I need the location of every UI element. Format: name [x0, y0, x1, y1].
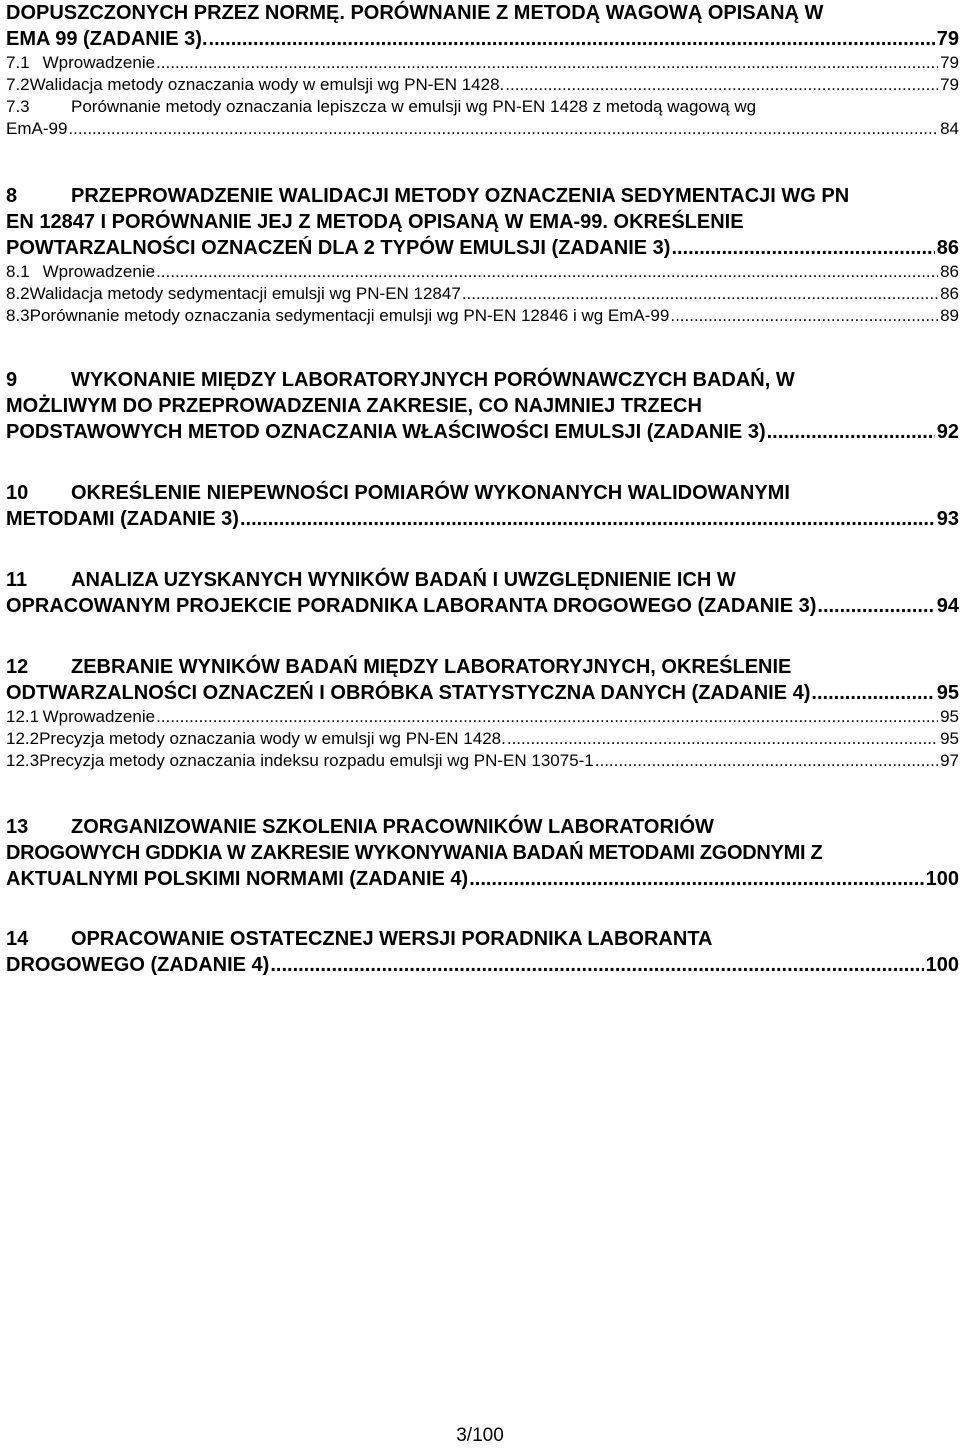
toc-page-number: 84 — [940, 119, 959, 138]
dot-leader — [68, 118, 938, 140]
dot-leader — [209, 26, 935, 52]
toc-page-number: 95 — [936, 682, 959, 704]
toc-page-number: 86 — [936, 237, 959, 259]
toc-page-number: 92 — [936, 421, 959, 443]
toc-subentry-8-2[interactable] — [6, 283, 959, 305]
toc-chapter-number: 12 — [6, 656, 29, 678]
toc-heading-line — [6, 866, 959, 892]
toc-subentry-title: Precyzja metody oznaczania wody w emulsji wg PN-EN 1428. — [39, 729, 506, 748]
toc-subentry-number: 12.3 — [6, 751, 40, 770]
dot-leader — [811, 680, 934, 706]
toc-heading-text: WYKONANIE MIĘDZY LABORATORYJNYCH PORÓWNAWCZYCH BADAŃ, W — [71, 369, 795, 391]
toc-subentry-number: 8.3 — [6, 306, 30, 325]
toc-heading-text: ZEBRANIE WYNIKÓW BADAŃ MIĘDZY LABORATORYJNYCH, OKREŚLENIE — [71, 656, 792, 678]
toc-heading-line — [6, 393, 959, 419]
toc-heading-text: DOPUSZCZONYCH PRZEZ NORMĘ. PORÓWNANIE Z METODĄ WAGOWĄ OPISANĄ W — [6, 2, 824, 24]
dot-leader — [817, 593, 934, 619]
toc-heading-text: ZORGANIZOWANIE SZKOLENIA PRACOWNIKÓW LABORATORIÓW — [71, 816, 714, 838]
toc-subentry-title: Wprowadzenie — [42, 53, 156, 72]
toc-subentry-8-1[interactable] — [6, 261, 959, 283]
toc-heading-text: EN 12847 I PORÓWNANIE JEJ Z METODĄ OPISANĄ W EMA-99. OKREŚLENIE — [6, 211, 744, 233]
toc-heading-line — [6, 593, 959, 619]
toc-heading-line — [6, 367, 959, 393]
toc-heading-text: ANALIZA UZYSKANYCH WYNIKÓW BADAŃ I UWZGLĘDNIENIE ICH W — [71, 569, 736, 591]
toc-heading-text: ODTWARZALNOŚCI OZNACZEŃ I OBRÓBKA STATYSTYCZNA DANYCH (ZADANIE 4) — [6, 682, 811, 704]
toc-heading-line — [6, 926, 959, 952]
dot-leader — [507, 728, 938, 750]
toc-subentry-title: Porównanie metody oznaczania lepiszcza w emulsji wg PN-EN 1428 z metodą wagową wg — [71, 97, 757, 116]
toc-subentry-7-3[interactable] — [6, 96, 959, 118]
toc-subentry-12-1[interactable] — [6, 706, 959, 728]
toc-page-number: 97 — [940, 751, 959, 770]
toc-heading-line — [6, 654, 959, 680]
toc-entry-ch9[interactable] — [6, 367, 959, 445]
toc-subentry-title: Porównanie metody oznaczania sedymentacji emulsji wg PN-EN 12846 i wg EmA-99 — [29, 306, 670, 325]
toc-subentry-7-1[interactable] — [6, 52, 959, 74]
dot-leader — [156, 261, 938, 283]
toc-heading-line — [6, 840, 959, 866]
toc-entry-ch11[interactable] — [6, 567, 959, 619]
toc-subentry-title: Precyzja metody oznaczania indeksu rozpadu emulsji wg PN-EN 13075-1 — [39, 751, 594, 770]
toc-entry-ch13[interactable] — [6, 814, 959, 892]
toc-page-number: 86 — [940, 262, 959, 281]
toc-heading-line — [6, 952, 959, 978]
toc-chapter-number: 9 — [6, 369, 18, 391]
toc-heading-text: POWTARZALNOŚCI OZNACZEŃ DLA 2 TYPÓW EMULSJI (ZADANIE 3) — [6, 237, 671, 259]
dot-leader — [670, 305, 938, 327]
toc-heading-text: OKREŚLENIE NIEPEWNOŚCI POMIARÓW WYKONANYCH WALIDOWANYMI — [71, 482, 790, 504]
toc-heading-line — [6, 419, 959, 445]
toc-subentry-title: Walidacja metody oznaczania wody w emulsji wg PN-EN 1428. — [29, 75, 505, 94]
dot-leader — [595, 750, 938, 772]
toc-chapter-number: 13 — [6, 816, 29, 838]
toc-page-number: 100 — [925, 868, 959, 890]
toc-page-number: 93 — [936, 508, 959, 530]
toc-heading-text: MOŻLIWYM DO PRZEPROWADZENIA ZAKRESIE, CO NAJMNIEJ TRZECH — [6, 395, 702, 417]
toc-heading-text: EMA 99 (ZADANIE 3). — [6, 28, 208, 50]
dot-leader — [156, 706, 938, 728]
dot-leader — [462, 283, 938, 305]
toc-heading-line — [6, 235, 959, 261]
toc-heading-text: PRZEPROWADZENIE WALIDACJI METODY OZNACZENIA SEDYMENTACJI WG PN — [71, 185, 850, 207]
dot-leader — [505, 74, 938, 96]
dot-leader — [767, 419, 935, 445]
toc-heading-line — [6, 209, 959, 235]
toc-page-number: 79 — [940, 75, 959, 94]
toc-page-number: 86 — [940, 284, 959, 303]
toc-subentry-number: 8.2 — [6, 284, 30, 303]
toc-subentry-8-3[interactable] — [6, 305, 959, 327]
toc-subentry-title: Wprowadzenie — [42, 707, 156, 726]
toc-entry-ch7-tail — [6, 0, 959, 140]
toc-heading-line — [6, 567, 959, 593]
toc-page-number: 100 — [925, 954, 959, 976]
dot-leader — [270, 952, 923, 978]
toc-heading-text: OPRACOWANIE OSTATECZNEJ WERSJI PORADNIKA LABORANTA — [71, 928, 713, 950]
toc-entry-ch10[interactable] — [6, 480, 959, 532]
toc-entry-ch12[interactable] — [6, 654, 959, 772]
page-footer-number: 3/100 — [456, 1425, 504, 1446]
toc-chapter-number: 8 — [6, 185, 18, 207]
toc-subentry-number: 8.1 — [6, 262, 30, 281]
toc-page-number: 95 — [940, 729, 959, 748]
toc-page-number: 79 — [940, 53, 959, 72]
toc-entry-ch14[interactable] — [6, 926, 959, 978]
toc-subentry-title: Wprowadzenie — [42, 262, 156, 281]
toc-heading-line — [6, 0, 959, 26]
toc-subentry-12-3[interactable] — [6, 750, 959, 772]
toc-page-number: 89 — [940, 306, 959, 325]
toc-subentry-number: 12.1 — [6, 707, 40, 726]
toc-chapter-number: 14 — [6, 928, 29, 950]
toc-subentry-title: Walidacja metody sedymentacji emulsji wg PN-EN 12847 — [29, 284, 461, 303]
toc-heading-text: AKTUALNYMI POLSKIMI NORMAMI (ZADANIE 4) — [6, 868, 469, 890]
toc-subentry-number: 7.2 — [6, 75, 30, 94]
toc-chapter-number: 11 — [6, 569, 28, 591]
toc-subentry-title: EmA-99 — [6, 119, 68, 138]
toc-heading-text: DROGOWEGO (ZADANIE 4) — [6, 954, 270, 976]
toc-subentry-number: 12.2 — [6, 729, 40, 748]
toc-heading-line — [6, 506, 959, 532]
toc-subentry-12-2[interactable] — [6, 728, 959, 750]
toc-heading-line — [6, 680, 959, 706]
toc-heading-line — [6, 183, 959, 209]
toc-heading-text: PODSTAWOWYCH METOD OZNACZANIA WŁAŚCIWOŚCI EMULSJI (ZADANIE 3) — [6, 421, 766, 443]
toc-subentry-7-3-cont[interactable] — [6, 118, 959, 140]
dot-leader — [156, 52, 938, 74]
toc-heading-line — [6, 26, 959, 52]
toc-page-number: 79 — [936, 28, 959, 50]
toc-page-number: 94 — [936, 595, 959, 617]
toc-subentry-7-2[interactable] — [6, 74, 959, 96]
toc-chapter-number: 10 — [6, 482, 29, 504]
dot-leader — [469, 866, 923, 892]
toc-heading-line — [6, 814, 959, 840]
toc-entry-ch8[interactable] — [6, 183, 959, 327]
toc-subentry-number: 7.3 — [6, 97, 30, 116]
toc-page-number: 95 — [940, 707, 959, 726]
dot-leader — [240, 506, 935, 532]
toc-heading-text: OPRACOWANYM PROJEKCIE PORADNIKA LABORANTA DROGOWEGO (ZADANIE 3) — [6, 595, 817, 617]
toc-heading-line — [6, 480, 959, 506]
toc-heading-text: DROGOWYCH GDDKIA W ZAKRESIE WYKONYWANIA BADAŃ METODAMI ZGODNYMI Z — [6, 842, 823, 864]
dot-leader — [671, 235, 934, 261]
toc-heading-text: METODAMI (ZADANIE 3) — [6, 508, 239, 530]
toc-subentry-number: 7.1 — [6, 53, 30, 72]
